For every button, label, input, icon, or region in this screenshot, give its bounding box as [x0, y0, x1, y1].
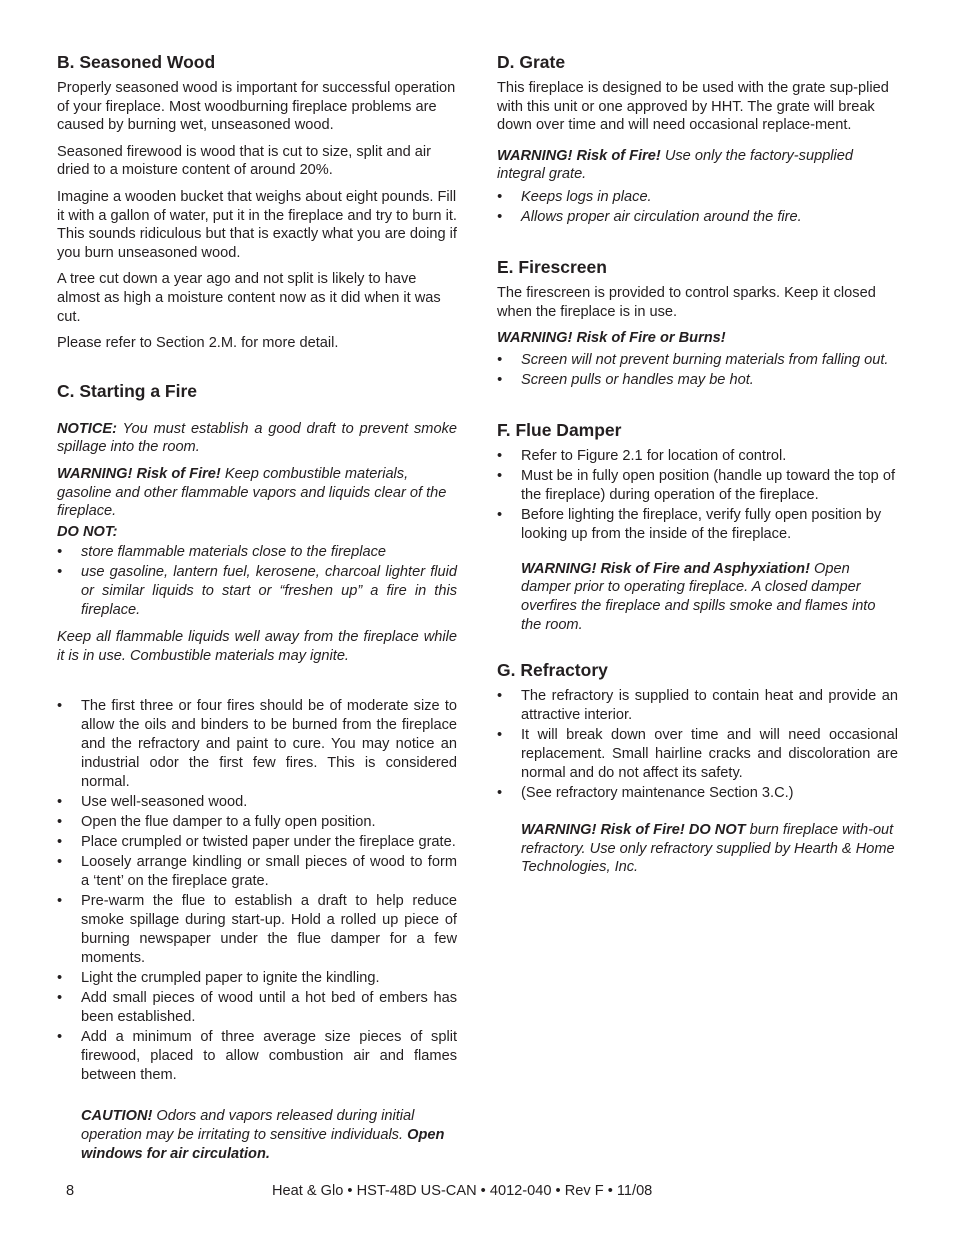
- section-title-refractory: G. Refractory: [497, 660, 608, 681]
- list-item: • Loosely arrange kindling or small pieces of wood to form a ‘tent’ on the fireplace grate.: [57, 854, 457, 890]
- list-item: • Refer to Figure 2.1 for location of control.: [497, 447, 787, 464]
- paragraph: Please refer to Section 2.M. for more detail.: [57, 335, 339, 352]
- list-item: • Must be in fully open position (handle up toward the top of the fireplace) during operation of the fireplace.: [497, 467, 896, 503]
- left-column: [57, 52, 457, 1171]
- list-item: • Allows proper air circulation around the fire.: [497, 208, 802, 225]
- footer-text: Heat & Glo • HST-48D US-CAN • 4012-040 • Rev F • 11/08: [272, 1183, 653, 1199]
- list-item: • Before lighting the fireplace, verify fully open position by looking up from the inside of the fireplace.: [497, 506, 882, 542]
- paragraph: Properly seasoned wood is important for successful operation of your fireplace. Most woodburning fireplace problems are caused by burning wet, unseasoned wood.: [57, 80, 456, 134]
- keep-away-text: Keep all flammable liquids well away from the fireplace while it is in use. Combustible materials may ignite.: [57, 629, 457, 664]
- caution-label: CAUTION!: [81, 1108, 153, 1125]
- warning-label: WARNING! Risk of Fire!: [497, 147, 661, 164]
- notice-text: NOTICE: You must establish a good draft to prevent smoke spillage into the room.: [57, 420, 457, 456]
- list-item: • Keeps logs in place.: [497, 188, 652, 205]
- list-item: • It will break down over time and will need occasional replacement. Small hairline cracks and discoloration are normal and do not affect its safety.: [497, 727, 898, 782]
- section-title-flue-damper: F. Flue Damper: [497, 419, 622, 440]
- list-item: • Use well-seasoned wood.: [57, 794, 248, 811]
- caution-bold-text: Open windows for air circulation.: [81, 1127, 445, 1162]
- warning-label: WARNING! Risk of Fire! DO NOT: [521, 822, 746, 839]
- paragraph: Imagine a wooden bucket that weighs about eight pounds. Fill it with a gallon of water, put it in the fireplace and try to burn it. This sounds ridiculous but that is exactly what you are doing if you burn unseasoned wood.: [57, 188, 457, 261]
- warning-text: WARNING! Risk of Fire and Asphyxiation! Open damper prior to operating fireplace. A closed damper overfires the fireplace and spills smoke and flames into the room.: [521, 560, 876, 633]
- warning-text: WARNING! Risk of Fire! DO NOT burn fireplace with-out refractory. Use only refractory supplied by Hearth & Home Technologies, Inc.: [521, 822, 895, 876]
- right-column: [497, 52, 898, 885]
- warning-text: WARNING! Risk of Fire! Use only the factory-supplied integral grate.: [497, 147, 854, 183]
- list-item: • store flammable materials close to the fireplace: [57, 544, 386, 561]
- list-item: • use gasoline, lantern fuel, kerosene, charcoal lighter fluid or similar liquids to start or “freshen up” a fire in this fireplace.: [57, 564, 457, 619]
- grate-list: [497, 188, 898, 227]
- starting-steps-list: [57, 697, 457, 1085]
- list-item: • Pre-warm the flue to establish a draft to help reduce smoke spillage during start-up. Hold a rolled up piece of burning newspaper under the flue damper for a few moments.: [57, 893, 457, 967]
- page-number: 8: [66, 1183, 75, 1199]
- warning-text: WARNING! Risk of Fire! Keep combustible materials, gasoline and other flammable vapors and liquids clear of the fireplace.: [57, 465, 447, 520]
- warning-label: WARNING! Risk of Fire and Asphyxiation!: [521, 560, 810, 577]
- list-item: • Open the flue damper to a fully open position.: [57, 814, 376, 831]
- section-title-starting-fire: C. Starting a Fire: [57, 380, 198, 401]
- do-not-label: DO NOT:: [57, 523, 118, 540]
- paragraph: Seasoned firewood is wood that is cut to size, split and air dried to a moisture content of around 20%.: [57, 143, 431, 179]
- list-item: • Screen will not prevent burning materials from falling out.: [497, 351, 889, 368]
- section-title-firescreen: E. Firescreen: [497, 256, 607, 277]
- list-item: • Light the crumpled paper to ignite the kindling.: [57, 970, 380, 987]
- list-item: • The first three or four fires should be of moderate size to allow the oils and binders to be burned from the fireplace and the refractory and paint to cure. You may notice an industrial odor the first few fires. This is considered normal.: [57, 698, 457, 791]
- list-item: • Add small pieces of wood until a hot bed of embers has been established.: [57, 990, 457, 1026]
- warning-label: WARNING! Risk of Fire or Burns!: [497, 330, 726, 347]
- damper-list: [497, 447, 898, 544]
- list-item: • Add a minimum of three average size pieces of split firewood, placed to allow combustion air and flames between them.: [57, 1029, 457, 1084]
- notice-label: NOTICE:: [57, 420, 117, 437]
- list-item: • Screen pulls or handles may be hot.: [497, 371, 754, 388]
- list-item: • The refractory is supplied to contain heat and provide an attractive interior.: [497, 688, 898, 724]
- paragraph: The firescreen is provided to control sparks. Keep it closed when the fireplace is in use.: [497, 284, 876, 320]
- section-title-seasoned-wood: B. Seasoned Wood: [57, 52, 216, 72]
- caution-text: CAUTION! Odors and vapors released during initial operation may be irritating to sensitive individuals. Open windows for air circulation.: [81, 1108, 445, 1162]
- do-not-list: [57, 543, 457, 620]
- paragraph: A tree cut down a year ago and not split is likely to have almost as high a moisture content now as it did when it was cut.: [57, 271, 441, 325]
- refractory-list: [497, 687, 898, 803]
- firescreen-list: [497, 351, 898, 390]
- list-item: • Place crumpled or twisted paper under the fireplace grate.: [57, 834, 456, 851]
- warning-label: WARNING! Risk of Fire!: [57, 465, 221, 482]
- section-title-grate: D. Grate: [497, 52, 566, 72]
- paragraph: This fireplace is designed to be used with the grate sup-plied with this unit or one approved by HHT. The grate will break down over time and will need occasional replace-ment.: [497, 80, 889, 134]
- list-item: • (See refractory maintenance Section 3.C.): [497, 785, 794, 802]
